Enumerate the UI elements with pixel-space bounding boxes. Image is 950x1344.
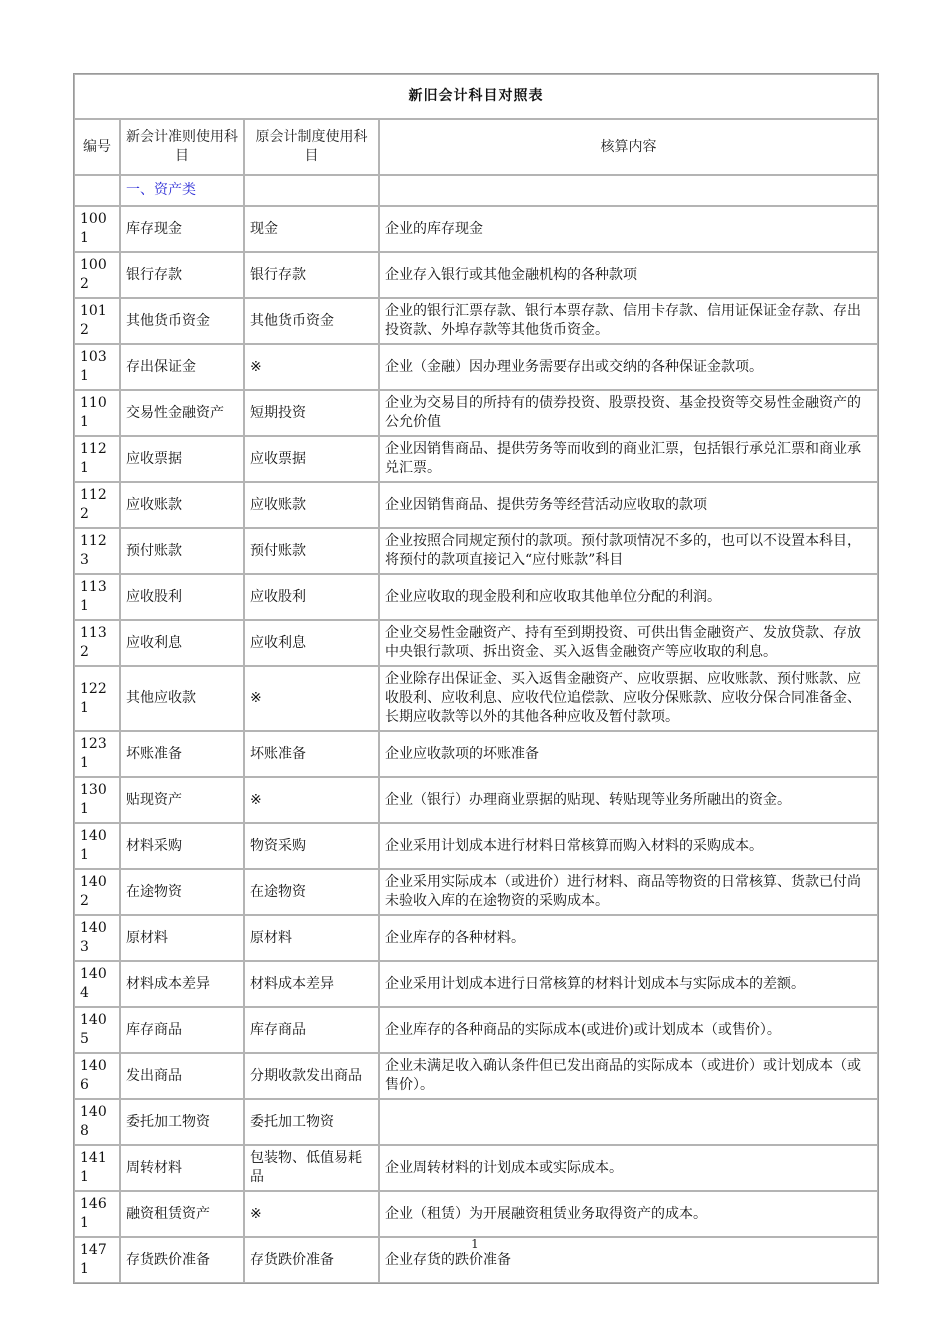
new-subject: 银行存款 [120,252,244,298]
new-subject: 其他货币资金 [120,298,244,344]
accounting-subjects-table [73,73,879,1284]
table-row [74,252,878,298]
table-row [74,869,878,915]
account-content: 企业存入银行或其他金融机构的各种款项 [379,252,878,298]
account-content: 企业交易性金融资产、持有至到期投资、可供出售金融资产、发放贷款、存放中央银行款项、拆出资金、买入返售金融资产等应收取的利息。 [379,620,878,666]
old-subject: 包装物、低值易耗品 [244,1145,379,1191]
account-code: 1411 [74,1145,120,1191]
account-code: 1403 [74,915,120,961]
old-subject: 其他货币资金 [244,298,379,344]
account-code: 1301 [74,777,120,823]
account-content: 企业采用计划成本进行日常核算的材料计划成本与实际成本的差额。 [379,961,878,1007]
account-content: 企业未满足收入确认条件但已发出商品的实际成本（或进价）或计划成本（或售价）。 [379,1053,878,1099]
account-content [379,1099,878,1145]
new-subject: 融资租赁资产 [120,1191,244,1237]
table-row [74,436,878,482]
old-subject: 银行存款 [244,252,379,298]
new-subject: 存出保证金 [120,344,244,390]
new-subject: 交易性金融资产 [120,390,244,436]
account-content: 企业周转材料的计划成本或实际成本。 [379,1145,878,1191]
account-code: 1221 [74,666,120,731]
account-content: 企业因销售商品、提供劳务等而收到的商业汇票，包括银行承兑汇票和商业承兑汇票。 [379,436,878,482]
old-subject: ※ [244,1191,379,1237]
old-subject: ※ [244,344,379,390]
account-code: 1122 [74,482,120,528]
account-code: 1012 [74,298,120,344]
account-content: 企业除存出保证金、买入返售金融资产、应收票据、应收账款、预付账款、应收股利、应收利息、应收代位追偿款、应收分保账款、应收分保合同准备金、长期应收款等以外的其他各种应收及暂付款项。 [379,666,878,731]
new-subject: 库存商品 [120,1007,244,1053]
table-row [74,1007,878,1053]
new-subject: 应收股利 [120,574,244,620]
account-code: 1231 [74,731,120,777]
new-subject: 材料采购 [120,823,244,869]
account-content: 企业库存的各种商品的实际成本(或进价)或计划成本（或售价）。 [379,1007,878,1053]
table-row [74,915,878,961]
old-subject: 原材料 [244,915,379,961]
new-subject: 其他应收款 [120,666,244,731]
account-code: 1406 [74,1053,120,1099]
new-subject: 应收账款 [120,482,244,528]
title-row [74,74,878,119]
old-subject: ※ [244,777,379,823]
account-content: 企业库存的各种材料。 [379,915,878,961]
account-code: 1001 [74,206,120,252]
table-row [74,620,878,666]
account-content: 企业（银行）办理商业票据的贴现、转贴现等业务所融出的资金。 [379,777,878,823]
account-code: 1002 [74,252,120,298]
new-subject: 周转材料 [120,1145,244,1191]
new-subject: 库存现金 [120,206,244,252]
old-subject: 应收利息 [244,620,379,666]
section-label: 一、资产类 [120,175,244,206]
old-subject: 应收账款 [244,482,379,528]
new-subject: 原材料 [120,915,244,961]
header-row [74,119,878,175]
header-code: 编号 [74,119,120,175]
account-content: 企业采用实际成本（或进价）进行材料、商品等物资的日常核算、货款已付尚未验收入库的在途物资的采购成本。 [379,869,878,915]
account-code: 1471 [74,1237,120,1283]
new-subject: 贴现资产 [120,777,244,823]
old-subject: 现金 [244,206,379,252]
table-row [74,206,878,252]
old-subject: ※ [244,666,379,731]
table-row [74,344,878,390]
section-row [74,175,878,206]
account-code: 1401 [74,823,120,869]
account-code: 1101 [74,390,120,436]
account-content: 企业因销售商品、提供劳务等经营活动应收取的款项 [379,482,878,528]
table-row [74,1053,878,1099]
old-subject: 委托加工物资 [244,1099,379,1145]
new-subject: 坏账准备 [120,731,244,777]
table-row [74,1099,878,1145]
account-content: 企业应收取的现金股利和应收取其他单位分配的利润。 [379,574,878,620]
old-subject: 应收股利 [244,574,379,620]
old-subject: 在途物资 [244,869,379,915]
old-subject: 物资采购 [244,823,379,869]
new-subject: 发出商品 [120,1053,244,1099]
old-subject: 应收票据 [244,436,379,482]
account-content: 企业采用计划成本进行材料日常核算而购入材料的采购成本。 [379,823,878,869]
old-subject: 预付账款 [244,528,379,574]
new-subject: 应收票据 [120,436,244,482]
account-code: 1121 [74,436,120,482]
account-code: 1408 [74,1099,120,1145]
new-subject: 在途物资 [120,869,244,915]
new-subject: 预付账款 [120,528,244,574]
table-row [74,482,878,528]
account-code: 1404 [74,961,120,1007]
old-subject: 材料成本差异 [244,961,379,1007]
new-subject: 材料成本差异 [120,961,244,1007]
account-code: 1402 [74,869,120,915]
table-row [74,528,878,574]
account-content: 企业存货的跌价准备 [379,1237,878,1283]
account-code: 1123 [74,528,120,574]
table-row [74,666,878,731]
account-content: 企业（租赁）为开展融资租赁业务取得资产的成本。 [379,1191,878,1237]
table-row [74,961,878,1007]
table-row [74,390,878,436]
account-content: 企业按照合同规定预付的款项。预付款项情况不多的，也可以不设置本科目，将预付的款项直接记入“应付账款”科目 [379,528,878,574]
account-code: 1461 [74,1191,120,1237]
section-code-cell [74,175,120,206]
header-content: 核算内容 [379,119,878,175]
account-code: 1132 [74,620,120,666]
account-code: 1405 [74,1007,120,1053]
old-subject: 坏账准备 [244,731,379,777]
header-old-subject: 原会计制度使用科目 [244,119,379,175]
account-content: 企业应收款项的坏账准备 [379,731,878,777]
page-number: 1 [471,1237,479,1251]
table-row [74,1191,878,1237]
old-subject: 分期收款发出商品 [244,1053,379,1099]
table-row [74,574,878,620]
new-subject: 应收利息 [120,620,244,666]
old-subject: 库存商品 [244,1007,379,1053]
account-content: 企业（金融）因办理业务需要存出或交纳的各种保证金款项。 [379,344,878,390]
old-subject: 存货跌价准备 [244,1237,379,1283]
table-row [74,823,878,869]
table-row [74,298,878,344]
header-new-subject: 新会计准则使用科目 [120,119,244,175]
account-code: 1031 [74,344,120,390]
account-content: 企业的银行汇票存款、银行本票存款、信用卡存款、信用证保证金存款、存出投资款、外埠存款等其他货币资金。 [379,298,878,344]
table-row [74,731,878,777]
section-empty-cell [244,175,379,206]
table-row [74,1145,878,1191]
table-row [74,777,878,823]
new-subject: 委托加工物资 [120,1099,244,1145]
account-content: 企业的库存现金 [379,206,878,252]
account-content: 企业为交易目的所持有的债券投资、股票投资、基金投资等交易性金融资产的公允价值 [379,390,878,436]
table-title: 新旧会计科目对照表 [74,74,878,119]
new-subject: 存货跌价准备 [120,1237,244,1283]
section-empty-cell [379,175,878,206]
old-subject: 短期投资 [244,390,379,436]
account-code: 1131 [74,574,120,620]
